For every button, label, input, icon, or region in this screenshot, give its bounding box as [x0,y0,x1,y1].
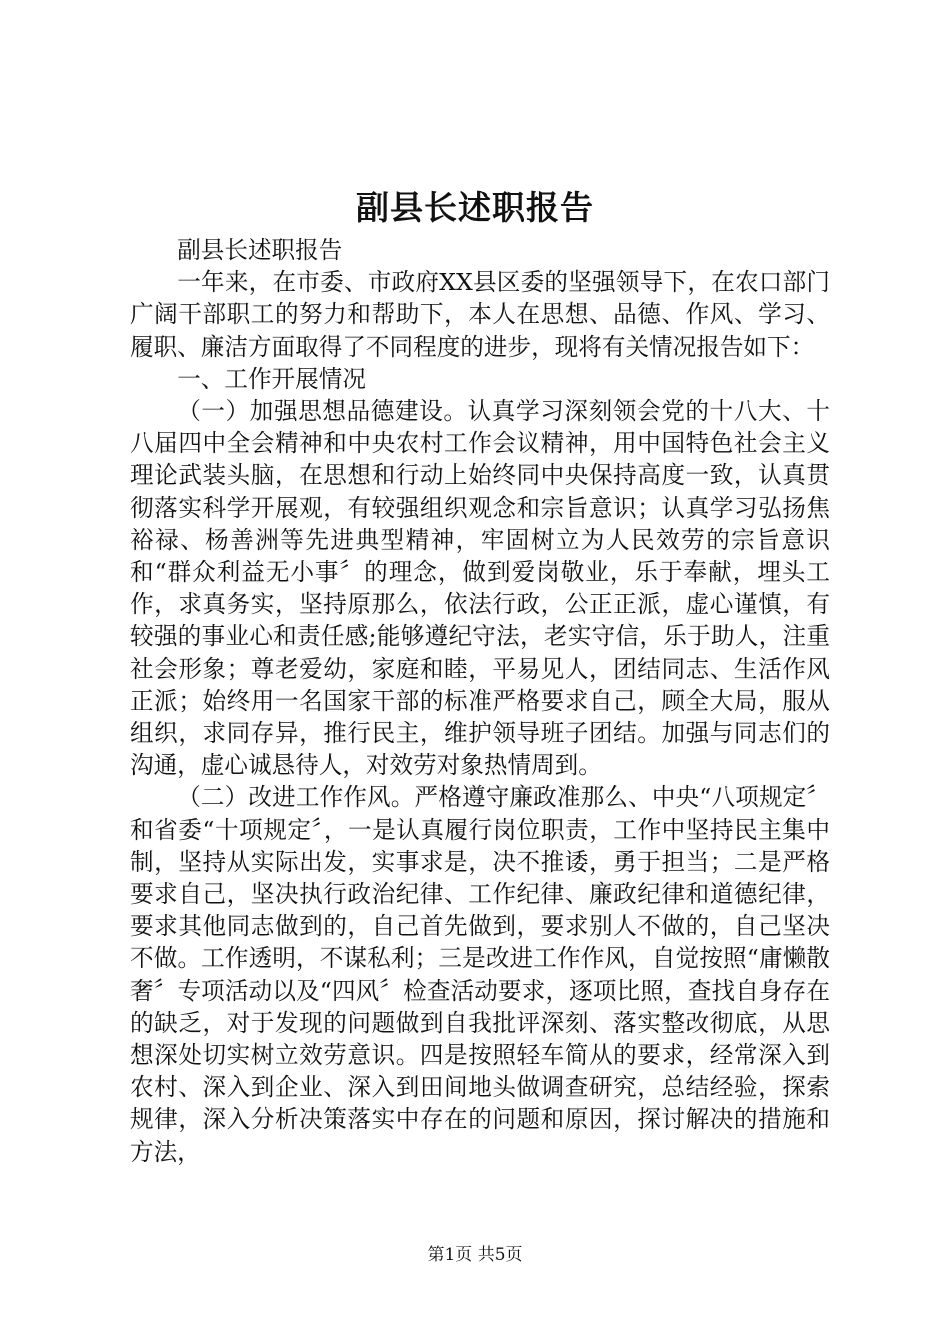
document-title: 副县长述职报告 [356,188,594,227]
document-body [130,234,830,1168]
paragraph-heading-repeat: 副县长述职报告 [177,236,343,264]
section-heading: 一、工作开展情况 [177,364,366,393]
paragraph-work-style: （二）改进工作作风。严格遵守廉政准那么、中央“八项规定〞和省委“十项规定〞，一是认真履行岗位职责，工作中坚持民主集中制，坚持从实际出发，实事求是，决不推诿，勇于担当；二是严格要求自己，坚决执行政治纪律、工作纪律、廉政纪律和道德纪律，要求其他同志做到的，自己首先做到，要求别人不做的，自己坚决不做。工作透明，不谋私利；三是改进工作作风，自觉按照“庸懒散奢〞专项活动以及“四风〞检查活动要求，逐项比照，查找自身存在的缺乏，对于发现的问题做到自我批评深刻、落实整改彻底，从思想深处切实树立效劳意识。四是按照轻车简从的要求，经常深入到农村、深入到企业、深入到田间地头做调查研究，总结经验，探索规律，深入分析决策落实中存在的问题和原因，探讨解决的措施和方法， [130,783,830,1166]
paragraph-intro: 一年来，在市委、市政府XX县区委的坚强领导下，在农口部门广阔干部职工的努力和帮助下，本人在思想、品德、作风、学习、履职、廉洁方面取得了不同程度的进步，现将有关情况报告如下： [130,268,830,361]
page-number: 第1页 共5页 [427,1245,523,1265]
paragraph-ideology: （一）加强思想品德建设。认真学习深刻领会党的十八大、十八届四中全会精神和中央农村工作会议精神，用中国特色社会主义理论武装头脑，在思想和行动上始终同中央保持高度一致，认真贯彻落实科学开展观，有较强组织观念和宗旨意识；认真学习弘扬焦裕禄、杨善洲等先进典型精神，牢固树立为人民效劳的宗旨意识和“群众利益无小事〞的理念，做到爱岗敬业，乐于奉献，埋头工作，求真务实，坚持原那么，依法行政，公正正派，虚心谨慎，有较强的事业心和责任感;能够遵纪守法，老实守信，乐于助人，注重社会形象；尊老爱幼，家庭和睦，平易见人，团结同志、生活作风正派；始终用一名国家干部的标准严格要求自己，顾全大局，服从组织，求同存异，推行民主，维护领导班子团结。加强与同志们的沟通，虚心诚恳待人，对效劳对象热情周到。 [130,397,830,780]
